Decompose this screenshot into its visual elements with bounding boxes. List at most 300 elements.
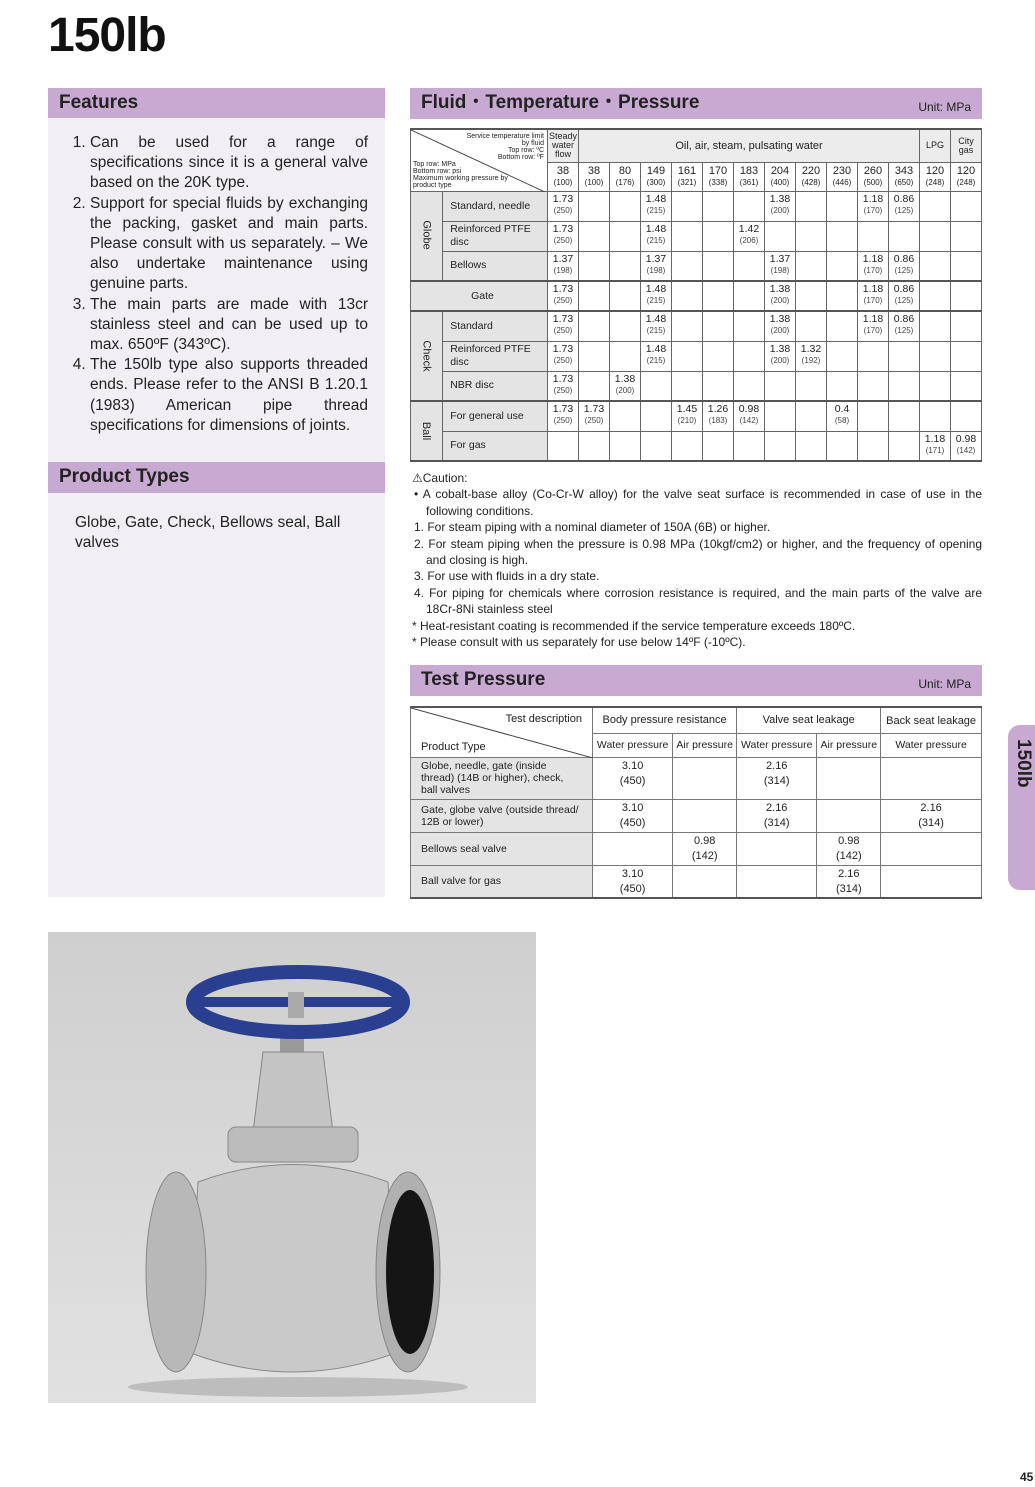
test-pressure-unit: Unit: MPa — [918, 677, 971, 691]
value-cell — [796, 431, 827, 461]
value-cell — [951, 251, 982, 281]
mpa-value: 0.86 — [893, 252, 915, 265]
psi-value: (170) — [863, 296, 883, 305]
value-cell — [673, 757, 737, 799]
value-cell — [796, 401, 827, 431]
value-cell — [548, 251, 579, 281]
mpa-value: 1.48 — [645, 342, 667, 355]
psi-value: (215) — [646, 235, 666, 245]
value-cell — [672, 251, 703, 281]
value-cell — [920, 221, 951, 251]
temp-f: (361) — [739, 177, 759, 187]
table-row — [411, 371, 982, 401]
caution-title: ⚠Caution: — [412, 471, 468, 485]
value-cell — [920, 401, 951, 431]
mpa-value: 1.73 — [552, 403, 574, 415]
mpa-value: 0.98 — [693, 834, 716, 847]
value-cell — [737, 832, 817, 865]
value-cell — [889, 371, 920, 401]
value-cell — [858, 401, 889, 431]
value-cell — [703, 371, 734, 401]
value-cell — [641, 401, 672, 431]
product-label: Reinforced PTFE disc — [443, 341, 548, 371]
temperature-header — [920, 162, 951, 191]
value-cell — [858, 431, 889, 461]
product-label: NBR disc — [443, 371, 548, 401]
product-label: For general use — [443, 401, 548, 431]
psi-value: (142) — [691, 849, 718, 862]
value-cell — [920, 431, 951, 461]
psi-value: (250) — [553, 326, 573, 335]
temp-c: 149 — [646, 164, 666, 177]
fluid-type-header: City gas — [951, 129, 982, 162]
table-row — [411, 401, 982, 431]
temperature-header — [827, 162, 858, 191]
header-row — [411, 129, 982, 162]
value-cell — [817, 799, 881, 832]
temperature-header — [734, 162, 765, 191]
value-cell — [827, 281, 858, 311]
temp-f: (500) — [863, 177, 883, 187]
value-cell — [951, 281, 982, 311]
value-cell — [796, 251, 827, 281]
mpa-value: 1.73 — [583, 403, 605, 415]
temp-f: (100) — [553, 177, 573, 187]
fluid-unit: Unit: MPa — [918, 100, 971, 114]
value-cell — [579, 371, 610, 401]
mpa-value: 1.38 — [614, 372, 636, 385]
value-cell — [734, 371, 765, 401]
mpa-value: 1.18 — [862, 192, 884, 205]
value-cell — [672, 341, 703, 371]
value-cell — [796, 311, 827, 341]
mpa-value: 0.98 — [738, 403, 760, 415]
value-cell — [737, 799, 817, 832]
psi-value: (200) — [615, 385, 635, 395]
mpa-value: 3.10 — [621, 867, 644, 880]
features-header — [48, 88, 385, 119]
value-cell — [579, 281, 610, 311]
psi-value: (250) — [553, 355, 573, 365]
psi-value: (250) — [553, 385, 573, 395]
psi-value: (58) — [834, 416, 850, 425]
value-cell — [737, 757, 817, 799]
mpa-value: 0.98 — [955, 432, 977, 445]
value-cell — [951, 401, 982, 431]
value-cell — [610, 431, 641, 461]
fluid-type-header: Oil, air, steam, pulsating water — [579, 129, 920, 162]
value-cell — [672, 371, 703, 401]
mpa-value: 1.73 — [552, 222, 574, 235]
value-cell — [858, 191, 889, 221]
value-cell — [548, 191, 579, 221]
value-cell — [796, 371, 827, 401]
mpa-value: 3.10 — [621, 759, 644, 772]
fluid-type-header: Steady water flow — [548, 129, 579, 162]
value-cell — [703, 281, 734, 311]
value-cell — [951, 431, 982, 461]
mpa-value: 1.38 — [769, 313, 791, 325]
value-cell — [579, 251, 610, 281]
temperature-header — [889, 162, 920, 191]
feature-item: 3. The main parts are made with 13cr stainless steel and can be used up to max. 650ºF (343ºC). — [90, 295, 368, 356]
value-cell — [889, 311, 920, 341]
caution-line: 2. For steam piping when the pressure is 0.98 MPa (10kgf/cm2) or higher, and the frequency of opening and closing is high. — [414, 536, 982, 568]
mpa-value: 1.73 — [552, 372, 574, 385]
value-cell — [703, 311, 734, 341]
caution-line: * Heat-resistant coating is recommended if the service temperature exceeds 180ºC. — [412, 618, 856, 633]
product-label: Bellows seal valve — [411, 832, 593, 865]
mpa-value: 1.18 — [862, 283, 884, 295]
value-cell — [889, 251, 920, 281]
psi-value: (200) — [770, 326, 790, 335]
side-tab[interactable] — [1008, 725, 1035, 890]
value-cell — [610, 281, 641, 311]
value-cell — [817, 832, 881, 865]
value-cell — [641, 221, 672, 251]
temp-f: (321) — [677, 177, 697, 187]
value-cell — [951, 311, 982, 341]
mpa-value: 1.38 — [769, 192, 791, 205]
mpa-value: 1.32 — [800, 342, 822, 355]
fluid-heading: Fluid・Temperature・Pressure — [421, 92, 700, 113]
psi-value: (250) — [553, 235, 573, 245]
mpa-value: 1.37 — [552, 252, 574, 265]
table-row — [411, 431, 982, 461]
value-cell — [641, 431, 672, 461]
feature-item: 1. Can be used for a range of specifications since it is a general valve based on the 20K type. — [90, 133, 368, 194]
value-cell — [920, 341, 951, 371]
group-label — [411, 311, 443, 401]
psi-value: (215) — [646, 205, 666, 215]
test-subheader: Water pressure — [593, 734, 673, 757]
product-label: Bellows — [443, 251, 548, 281]
value-cell — [641, 251, 672, 281]
temp-f: (446) — [832, 177, 852, 187]
temperature-header — [548, 162, 579, 191]
mpa-value: 1.73 — [552, 192, 574, 205]
temp-f: (400) — [770, 177, 790, 187]
page-number: 45 — [1020, 1470, 1034, 1484]
value-cell — [920, 251, 951, 281]
psi-value: (142) — [835, 849, 862, 862]
group-label — [411, 401, 443, 461]
value-cell — [641, 311, 672, 341]
temp-c: 220 — [801, 164, 821, 177]
value-cell — [951, 221, 982, 251]
mpa-value: 0.98 — [838, 834, 860, 847]
value-cell — [737, 865, 817, 898]
value-cell — [703, 251, 734, 281]
features-heading: Features — [59, 92, 139, 113]
table-corner — [411, 129, 548, 191]
value-cell — [593, 799, 673, 832]
caution-line: 1. For steam piping with a nominal diameter of 150A (6B) or higher. — [414, 520, 771, 535]
psi-value: (210) — [677, 416, 697, 425]
value-cell — [610, 191, 641, 221]
temp-c: 80 — [618, 164, 632, 177]
value-cell — [827, 401, 858, 431]
psi-value: (183) — [708, 416, 728, 425]
value-cell — [548, 431, 579, 461]
temperature-header — [672, 162, 703, 191]
value-cell — [889, 431, 920, 461]
value-cell — [889, 191, 920, 221]
corner-top: Test description — [505, 713, 582, 725]
product-label: Globe, needle, gate (inside thread) (14B or higher), check, ball valves — [411, 757, 593, 799]
fluid-header — [410, 88, 982, 119]
table-row — [411, 281, 982, 311]
value-cell — [579, 221, 610, 251]
psi-value: (198) — [770, 265, 790, 275]
psi-value: (170) — [863, 326, 883, 335]
test-group-header: Valve seat leakage — [737, 707, 881, 734]
table-row — [411, 341, 982, 371]
caution-line: 4. For piping for chemicals where corrosion resistance is required, and the main parts of the valve are 18Cr-8Ni stainless steel — [414, 585, 982, 617]
psi-value: (314) — [763, 774, 790, 787]
test-subheader: Air pressure — [673, 734, 737, 757]
value-cell — [673, 865, 737, 898]
mpa-value: 1.48 — [645, 192, 667, 205]
group-label — [411, 191, 443, 281]
value-cell — [827, 341, 858, 371]
value-cell — [548, 371, 579, 401]
header-row — [411, 707, 982, 734]
valve-photo — [48, 932, 536, 1403]
value-cell — [817, 757, 881, 799]
value-cell — [703, 341, 734, 371]
temp-c: 183 — [739, 164, 759, 177]
psi-value: (215) — [646, 355, 666, 365]
value-cell — [920, 281, 951, 311]
feature-item: 4. The 150lb type also supports threaded ends. Please refer to the ANSI B 1.20.1 (1983) American pipe thread specifications for dimensions of joints. — [90, 355, 368, 436]
value-cell — [827, 251, 858, 281]
mpa-value: 1.38 — [769, 283, 791, 295]
table-row — [411, 865, 982, 898]
mpa-value: 1.48 — [645, 222, 667, 235]
psi-value: (142) — [956, 445, 976, 455]
value-cell — [796, 221, 827, 251]
value-cell — [734, 401, 765, 431]
value-cell — [827, 221, 858, 251]
value-cell — [548, 311, 579, 341]
value-cell — [641, 371, 672, 401]
temp-c: 38 — [556, 164, 570, 177]
psi-value: (198) — [553, 265, 573, 275]
value-cell — [765, 221, 796, 251]
product-types-text: Globe, Gate, Check, Bellows seal, Ball valves — [75, 514, 341, 551]
mpa-value: 0.86 — [893, 313, 915, 325]
temperature-header — [796, 162, 827, 191]
mpa-value: 1.26 — [707, 403, 729, 415]
product-types-header — [48, 462, 385, 493]
table-row — [411, 221, 982, 251]
value-cell — [817, 865, 881, 898]
value-cell — [672, 221, 703, 251]
mpa-value: 3.10 — [621, 801, 644, 814]
value-cell — [889, 341, 920, 371]
value-cell — [672, 431, 703, 461]
psi-value: (215) — [646, 326, 666, 335]
value-cell — [765, 311, 796, 341]
psi-value: (200) — [770, 296, 790, 305]
test-pressure-heading: Test Pressure — [421, 669, 546, 690]
temp-c: 120 — [956, 164, 976, 177]
psi-value: (450) — [619, 816, 646, 829]
temperature-header — [765, 162, 796, 191]
table-row — [411, 251, 982, 281]
temperature-header — [579, 162, 610, 191]
value-cell — [827, 431, 858, 461]
temp-c: 260 — [863, 164, 883, 177]
value-cell — [610, 401, 641, 431]
value-cell — [610, 341, 641, 371]
value-cell — [672, 191, 703, 221]
mpa-value: 1.37 — [645, 252, 667, 265]
test-pressure-header — [410, 665, 982, 696]
product-label: Gate — [411, 281, 548, 311]
corner-text: Bottom row: psi — [413, 167, 462, 175]
value-cell — [593, 757, 673, 799]
temp-f: (248) — [925, 177, 945, 187]
psi-value: (125) — [894, 326, 914, 335]
value-cell — [734, 251, 765, 281]
temperature-header — [610, 162, 641, 191]
value-cell — [827, 311, 858, 341]
value-cell — [734, 431, 765, 461]
value-cell — [858, 281, 889, 311]
table-row — [411, 311, 982, 341]
group-name: Check — [420, 339, 433, 372]
value-cell — [796, 281, 827, 311]
caution-line: 3. For use with fluids in a dry state. — [414, 569, 600, 584]
mpa-value: 1.18 — [862, 313, 884, 325]
value-cell — [889, 221, 920, 251]
mpa-value: 0.4 — [834, 403, 850, 415]
mpa-value: 2.16 — [920, 801, 942, 814]
psi-value: (250) — [553, 416, 573, 425]
value-cell — [548, 281, 579, 311]
psi-value: (314) — [763, 816, 790, 829]
value-cell — [734, 221, 765, 251]
product-label: Ball valve for gas — [411, 865, 593, 898]
mpa-value: 1.18 — [924, 432, 946, 445]
product-label: Standard — [443, 311, 548, 341]
value-cell — [765, 191, 796, 221]
corner-text: product type — [413, 181, 452, 189]
value-cell — [641, 191, 672, 221]
value-cell — [703, 191, 734, 221]
corner-bottom-left — [413, 161, 508, 189]
psi-value: (125) — [894, 265, 914, 275]
temp-c: 204 — [770, 164, 790, 177]
psi-value: (206) — [739, 235, 759, 245]
table-row — [411, 191, 982, 221]
value-cell — [796, 341, 827, 371]
test-group-header: Body pressure resistance — [593, 707, 737, 734]
psi-value: (142) — [739, 416, 759, 425]
product-label: Reinforced PTFE disc — [443, 221, 548, 251]
temp-c: 343 — [894, 164, 914, 177]
value-cell — [641, 341, 672, 371]
value-cell — [673, 832, 737, 865]
value-cell — [858, 251, 889, 281]
value-cell — [579, 311, 610, 341]
psi-value: (200) — [770, 205, 790, 215]
mpa-value: 2.16 — [838, 867, 860, 880]
temp-f: (248) — [956, 177, 976, 187]
value-cell — [951, 341, 982, 371]
temperature-header — [641, 162, 672, 191]
value-cell — [734, 311, 765, 341]
mpa-value: 1.73 — [552, 283, 574, 295]
corner-text: Maximum working pressure by — [413, 174, 508, 182]
test-group-header: Back seat leakage — [881, 707, 982, 734]
side-tab-label: 150lb — [1013, 739, 1034, 788]
table-row — [411, 832, 982, 865]
psi-value: (198) — [646, 265, 666, 275]
value-cell — [703, 431, 734, 461]
psi-value: (215) — [646, 296, 666, 305]
value-cell — [827, 371, 858, 401]
value-cell — [951, 371, 982, 401]
product-label: Gate, globe valve (outside thread/ 12B or lower) — [411, 799, 593, 832]
table-corner — [411, 707, 593, 757]
psi-value: (450) — [619, 774, 646, 787]
features-list — [66, 133, 368, 436]
value-cell — [765, 251, 796, 281]
value-cell — [672, 401, 703, 431]
value-cell — [920, 311, 951, 341]
temp-f: (176) — [615, 177, 635, 187]
value-cell — [734, 341, 765, 371]
temp-f: (650) — [894, 177, 914, 187]
value-cell — [920, 191, 951, 221]
temp-f: (300) — [646, 177, 666, 187]
corner-text: Top row: MPa — [413, 160, 456, 168]
corner-bottom: Product Type — [421, 740, 486, 753]
psi-value: (200) — [770, 355, 790, 365]
value-cell — [579, 191, 610, 221]
value-cell — [610, 371, 641, 401]
fluid-type-header: LPG — [920, 129, 951, 162]
mpa-value: 1.73 — [552, 313, 574, 325]
temp-c: 170 — [708, 164, 728, 177]
test-subheader: Air pressure — [817, 734, 881, 757]
value-cell — [765, 341, 796, 371]
test-subheader: Water pressure — [881, 734, 982, 757]
product-label: For gas — [443, 431, 548, 461]
temp-f: (428) — [801, 177, 821, 187]
value-cell — [796, 191, 827, 221]
value-cell — [734, 281, 765, 311]
mpa-value: 1.38 — [769, 342, 791, 355]
caution-line: * Please consult with us separately for use below 14ºF (-10ºC). — [412, 635, 746, 650]
value-cell — [703, 401, 734, 431]
temperature-header — [951, 162, 982, 191]
table-row — [411, 799, 982, 832]
temp-f: (100) — [584, 177, 604, 187]
psi-value: (171) — [925, 445, 945, 455]
value-cell — [672, 281, 703, 311]
value-cell — [593, 865, 673, 898]
value-cell — [672, 311, 703, 341]
value-cell — [579, 401, 610, 431]
product-label: Standard, needle — [443, 191, 548, 221]
psi-value: (250) — [553, 296, 573, 305]
value-cell — [881, 799, 982, 832]
value-cell — [765, 431, 796, 461]
